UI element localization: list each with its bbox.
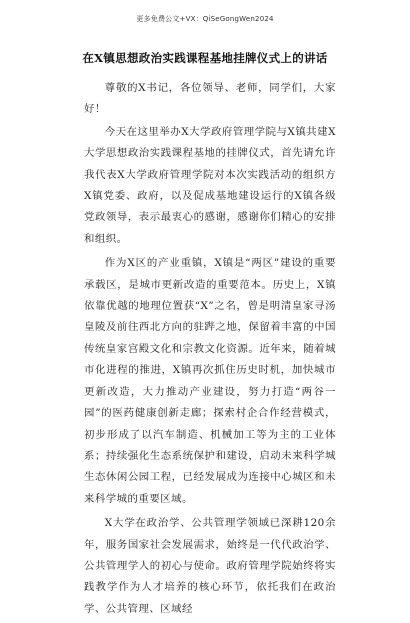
document-body	[84, 78, 336, 623]
paragraph-3: X大学在政治学、公共管理学领域已深耕120余年，服务国家社会发展需求，始终是一代代政治学、公共管理学人的初心与使命。政府管理学院始终将实践教学作为人才培养的核心环节，依托我们在政治学、公共管理、区域经	[84, 517, 336, 615]
paragraph-1: 今天在这里举办X大学政府管理学院与X镇共建X大学思想政治实践课程基地的挂牌仪式，首先请允许我代表X大学政府管理学院对本次实践活动的组织方X镇党委、政府，以及促成基地建设运行的X镇各级党政领导，表示最衷心的感谢，感谢你们精心的安排和组织。	[84, 125, 336, 245]
salutation: 尊敬的X书记，各位领导、老师，同学们，大家好！	[84, 82, 336, 116]
page-header: 更多免费公文+VX：QiSeGongWen2024	[136, 15, 274, 23]
paragraph-2: 作为X区的产业重镇，X镇是“两区”建设的重要承载区，是城市更新改造的重要范本。历史上，X镇依靠优越的地理位置获“X”之名，曾是明清皇家寻汤皇陵及前往西北方向的驻跸之地，保留着丰富的中国传统皇家宫殿文化和宗教文化资源。近年来，随着城市化进程的推进，X镇再次抓住历史时机，加快城市更新改造，大力推动产业建设，努力打造“两谷一园”的医药健康创新走廊；探索村企合作经营模式，初步形成了以汽车制造、机械加工等为主的工业体系；持续强化生态系统保护和建设，启动未来科学城生态休闲公园工程，已经发展成为连接中心城区和未来科学城的重要区域。	[84, 257, 336, 505]
document-title: 在X镇思想政治实践课程基地挂牌仪式上的讲话	[82, 51, 328, 65]
